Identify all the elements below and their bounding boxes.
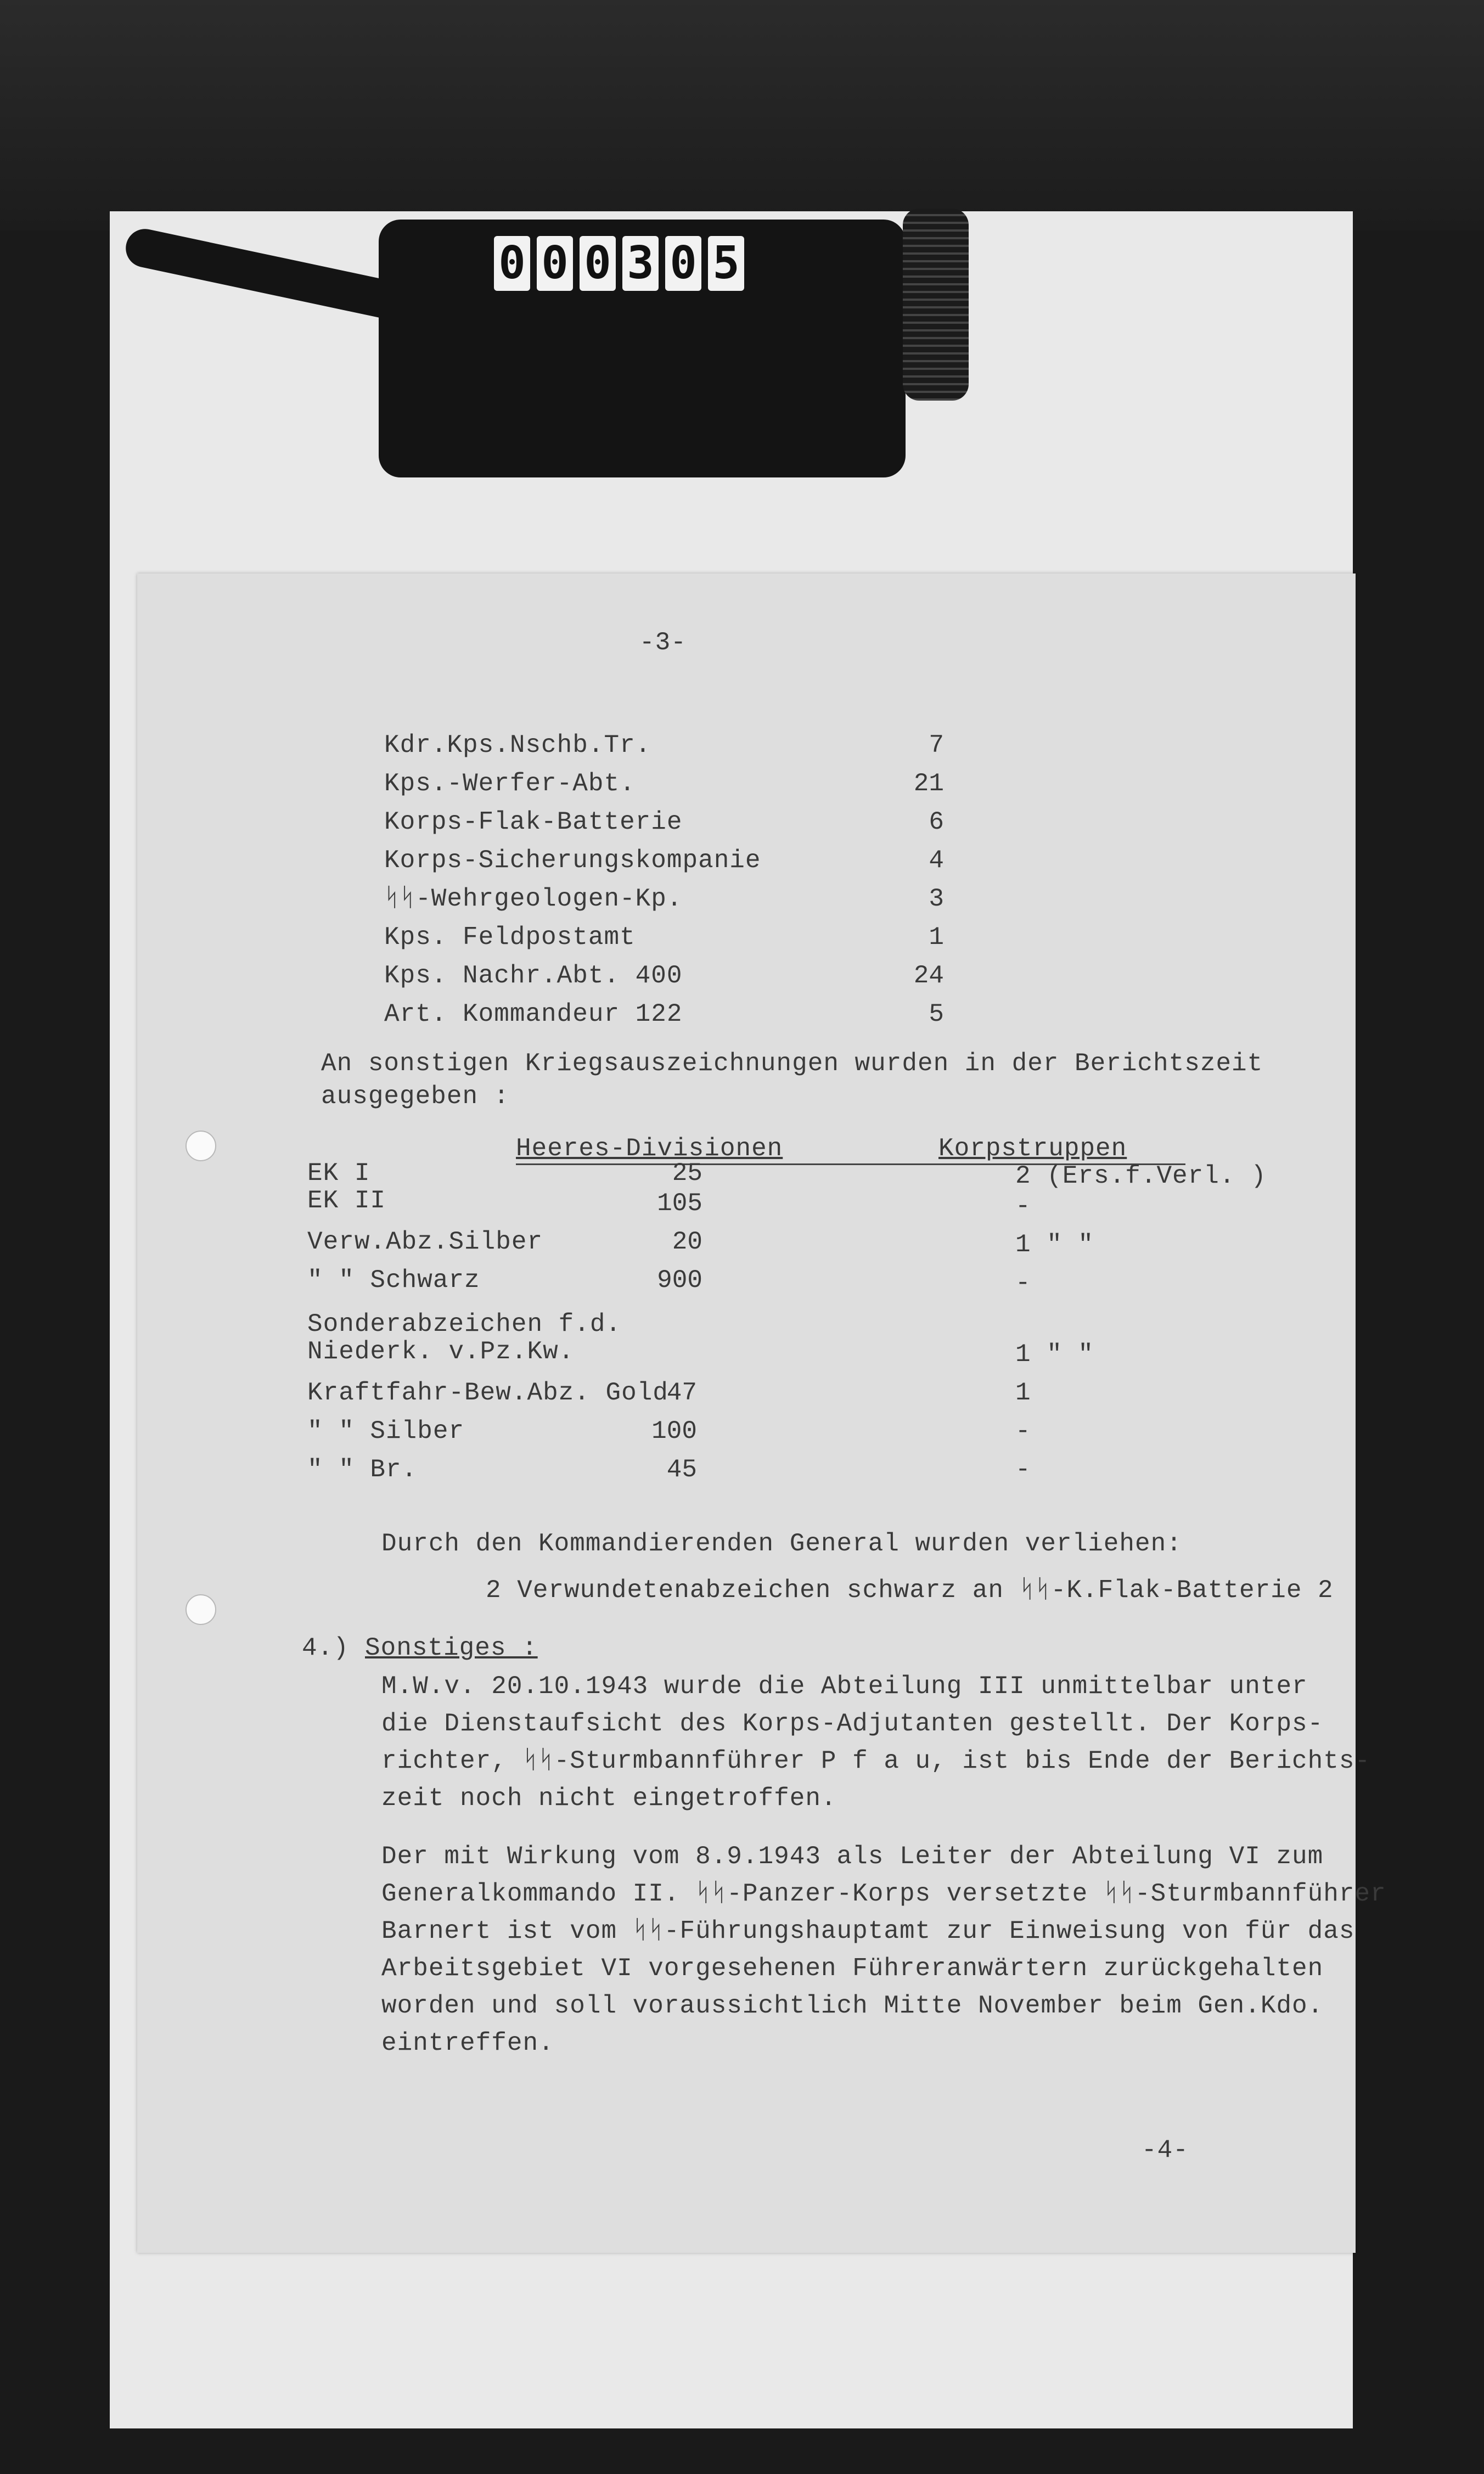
- unit-count: 7: [929, 731, 944, 760]
- paragraph-line: die Dienstaufsicht des Korps-Adjutanten gestellt. Der Korps-: [381, 1710, 1324, 1738]
- award-label: " " Schwarz: [307, 1266, 480, 1295]
- award-heer: 45: [666, 1455, 697, 1484]
- unit-name: ᛋᛋ-Wehrgeologen-Kp.: [384, 885, 683, 913]
- award-korps: 1 " ": [1015, 1340, 1094, 1369]
- intro-line: ausgegeben :: [321, 1082, 510, 1111]
- counter-digit: 0: [665, 236, 701, 291]
- award-heer: 900: [657, 1266, 702, 1295]
- award-heer: 105: [657, 1189, 702, 1218]
- unit-name: Korps-Sicherungskompanie: [384, 846, 761, 875]
- unit-name: Korps-Flak-Batterie: [384, 808, 683, 836]
- counter-digit: 0: [580, 236, 616, 291]
- column-header-heer: Heeres-Divisionen: [516, 1134, 783, 1163]
- award-label: " " Br.: [307, 1455, 418, 1484]
- award-label: Verw.Abz.Silber: [307, 1228, 543, 1256]
- unit-count: 5: [929, 1000, 944, 1028]
- counter-wheel: [903, 209, 969, 401]
- paragraph-line: richter, ᛋᛋ-Sturmbannführer P f a u, ist bis Ende der Berichts-: [381, 1747, 1371, 1775]
- unit-name: Kps. Nachr.Abt. 400: [384, 962, 683, 990]
- paragraph-line: zeit noch nicht eingetroffen.: [381, 1784, 837, 1813]
- unit-count: 1: [929, 923, 944, 952]
- award-heer: 100: [651, 1417, 697, 1446]
- award-korps: -: [1015, 1269, 1031, 1297]
- punch-hole: [186, 1131, 216, 1161]
- document-page: [137, 573, 1386, 2253]
- section-title: Sonstiges :: [365, 1634, 538, 1662]
- unit-count: 6: [929, 808, 944, 836]
- paragraph-line: eintreffen.: [381, 2029, 554, 2057]
- unit-name: Kps. Feldpostamt: [384, 923, 636, 952]
- page-number: -3-: [639, 628, 687, 657]
- paragraph-line: Der mit Wirkung vom 8.9.1943 als Leiter der Abteilung VI zum: [381, 1842, 1324, 1871]
- award-label: Sonderabzeichen f.d.: [307, 1310, 622, 1339]
- award-label: EK II: [307, 1187, 386, 1215]
- scan-background: [0, 0, 1484, 230]
- unit-count: 21: [913, 769, 944, 798]
- award-heer: 25: [672, 1159, 702, 1188]
- award-label: " " Silber: [307, 1417, 465, 1446]
- counter-digits: [494, 236, 744, 291]
- counter-digit: 0: [537, 236, 573, 291]
- award-label: EK I: [307, 1159, 370, 1188]
- unit-count: 4: [929, 846, 944, 875]
- unit-count: 3: [929, 885, 944, 913]
- award-korps: -: [1015, 1417, 1031, 1446]
- unit-name: Kdr.Kps.Nschb.Tr.: [384, 731, 651, 760]
- counter-digit: 5: [708, 236, 744, 291]
- paragraph-line: Generalkommando II. ᛋᛋ-Panzer-Korps versetzte ᛋᛋ-Sturmbannführer: [381, 1880, 1386, 1908]
- counter-digit: 0: [494, 236, 530, 291]
- paragraph-line: M.W.v. 20.10.1943 wurde die Abteilung III unmittelbar unter: [381, 1672, 1308, 1701]
- award-heer: 20: [672, 1228, 702, 1256]
- award-korps: 2 (Ers.f.Verl. ): [1015, 1162, 1267, 1190]
- paragraph-line: worden und soll voraussichtlich Mitte November beim Gen.Kdo.: [381, 1992, 1324, 2020]
- punch-hole: [186, 1594, 216, 1625]
- paragraph-line: Barnert ist vom ᛋᛋ-Führungshauptamt zur Einweisung von für das: [381, 1917, 1355, 1946]
- intro-line: An sonstigen Kriegsauszeichnungen wurden in der Berichtszeit: [321, 1049, 1263, 1078]
- award-korps: -: [1015, 1455, 1031, 1484]
- unit-name: Art. Kommandeur 122: [384, 1000, 683, 1028]
- unit-count: 24: [913, 962, 944, 990]
- paragraph-line: Arbeitsgebiet VI vorgesehenen Führeranwärtern zurückgehalten: [381, 1954, 1324, 1983]
- general-award: 2 Verwundetenabzeichen schwarz an ᛋᛋ-K.Flak-Batterie 2: [486, 1576, 1334, 1605]
- section-number: 4.): [302, 1634, 349, 1662]
- general-line: Durch den Kommandierenden General wurden verliehen:: [381, 1530, 1182, 1558]
- column-header-korps: Korpstruppen: [938, 1134, 1127, 1163]
- award-label: Kraftfahr-Bew.Abz. Gold: [307, 1379, 668, 1407]
- unit-name: Kps.-Werfer-Abt.: [384, 769, 636, 798]
- award-korps: -: [1015, 1192, 1031, 1221]
- award-korps: 1 " ": [1015, 1230, 1094, 1259]
- award-heer: 47: [666, 1379, 697, 1407]
- next-page-marker: -4-: [1142, 2136, 1189, 2164]
- counter-digit: 3: [622, 236, 659, 291]
- award-label: Niederk. v.Pz.Kw.: [307, 1337, 575, 1366]
- award-korps: 1: [1015, 1379, 1031, 1407]
